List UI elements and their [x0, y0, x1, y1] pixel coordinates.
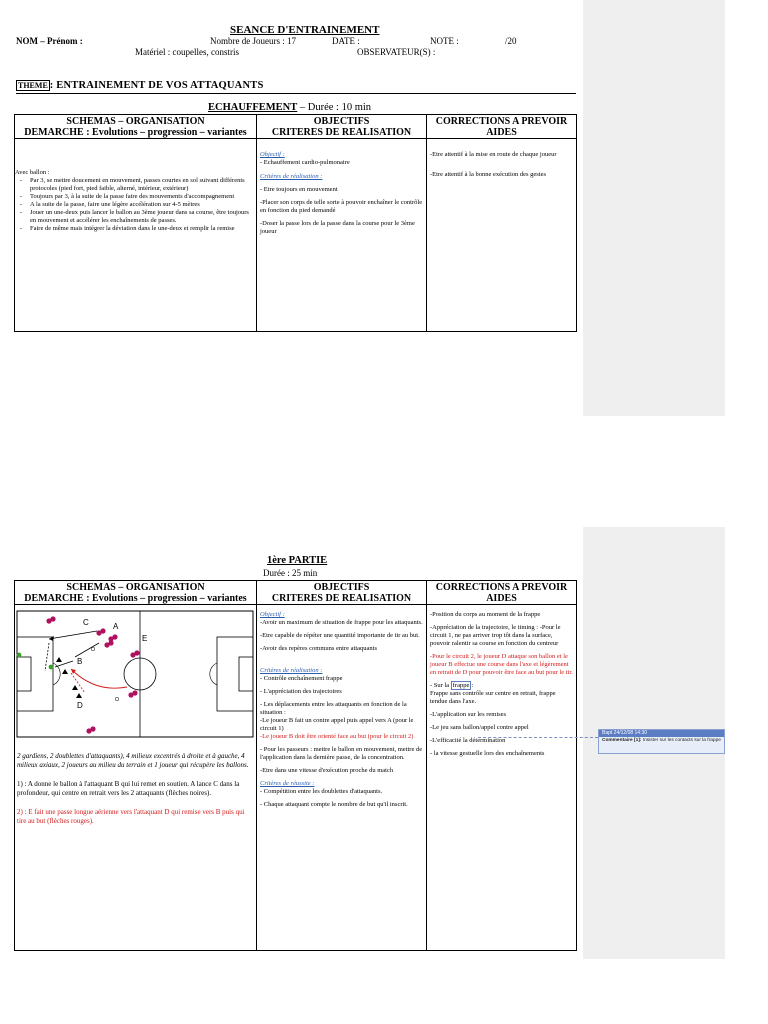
player-marker — [108, 640, 113, 645]
critere-circuit-1: -Le joueur B fait un contre appel puis appel vers A (pour le circuit 1) — [260, 717, 414, 732]
reussite-label: Critères de réussite : — [260, 780, 315, 787]
critere-item: - Etre toujours en mouvement — [260, 186, 338, 193]
goalkeeper-marker — [17, 653, 22, 658]
demarche-intro: Avec ballon : — [15, 169, 50, 176]
section1-title: ECHAUFFEMENT — [208, 102, 298, 113]
header-text: AIDES — [486, 127, 517, 138]
section2-objectifs-cell — [257, 605, 427, 951]
page-1 — [0, 0, 583, 416]
attacker-marker — [62, 669, 68, 674]
correction-item: -Position du corps au moment de la frappe — [430, 611, 541, 618]
section1-corrections-cell — [427, 139, 577, 332]
list-item: - A la suite de la passe, faire une légère accélération sur 4-5 mètres — [30, 201, 253, 209]
critere-item: -Placer son corps de telle sorte à pouvoir enchaîner le contrôle en fonction du pied demandé — [260, 199, 423, 214]
demarche-list — [18, 177, 253, 233]
attacker-marker — [72, 685, 78, 690]
comment-text: Insister sur les contacts sur la frappe — [642, 738, 721, 743]
critere-circuit-2: -Le joueur B doit être orienté face au but (pour le circuit 2) — [260, 733, 414, 740]
header-text: AIDES — [486, 593, 517, 604]
section2-col2-header — [257, 581, 427, 605]
header-text: SCHEMAS – ORGANISATION — [66, 116, 205, 127]
header-text: CRITERES DE REALISATION — [271, 593, 412, 604]
frappe-word[interactable]: frappe — [452, 682, 470, 689]
header-text: CORRECTIONS A PREVOIR — [435, 116, 568, 127]
demarche-text-2: 1) : A donne le ballon à l'attaquant B qui lui remet en soutien. A lance C dans la profondeur, qui centre en retrait vers les 2 attaquants (flèches noires). — [17, 780, 240, 797]
ball-markers — [91, 647, 119, 701]
note-value: /20 — [505, 36, 517, 46]
diagram-label-c: C — [83, 618, 89, 627]
materiel-label: Matériel : coupelles, constris — [135, 47, 239, 57]
comment-body — [599, 737, 724, 745]
correction-item: -Appréciation de la trajectoire, le timing : -Pour le circuit 1, ne pas arriver trop tôt dans la surface, pouvoir ralentir sa course en fonction du centreur — [430, 624, 561, 647]
goal-area-right — [239, 657, 253, 691]
objectif-item: -Avoir des repères communs entre attaquants — [260, 645, 378, 652]
list-item: - Toujours par 3, à la suite de la passe faire des mouvements d'accompagnement — [30, 193, 253, 201]
diagram-label-a: A — [113, 622, 119, 631]
note-label: NOTE : — [430, 36, 459, 46]
section2-demarche-cell — [15, 605, 257, 951]
critere-item: -Etre dans une vitesse d'exécution proche du match — [260, 767, 394, 774]
section2-duration: Durée : 25 min — [263, 568, 318, 578]
list-item: - Faire de même mais intégrer la déviation dans le une-deux et remplir la remise — [30, 225, 253, 233]
comment-connector — [478, 737, 598, 738]
section2-col3-header — [427, 581, 577, 605]
frappe-prefix: - Sur la — [430, 682, 450, 689]
penalty-area-right — [217, 637, 253, 711]
joueurs-label: Nombre de Joueurs : 17 — [210, 36, 296, 46]
header-text: SCHEMAS – ORGANISATION — [66, 582, 205, 593]
criteres-label: Critères de réalisation : — [260, 173, 323, 180]
theme-text: : ENTRAINEMENT DE VOS ATTAQUANTS — [49, 80, 264, 91]
criteres-label: Critères de réalisation : — [260, 667, 323, 674]
pitch-outline — [17, 611, 253, 737]
player-marker — [90, 726, 95, 731]
penalty-arc-right — [210, 663, 217, 685]
header-text: OBJECTIFS — [313, 582, 370, 593]
player-marker — [50, 616, 55, 621]
goal-area-left — [17, 657, 31, 691]
header-text: DEMARCHE : Evolutions – progression – variantes — [24, 593, 247, 604]
pass-arrow-black — [45, 643, 49, 671]
pass-arrow-black — [49, 631, 97, 639]
penalty-area-left — [17, 637, 53, 711]
header-text: OBJECTIFS — [313, 116, 370, 127]
correction-frappe-line — [430, 682, 573, 690]
section2-corrections-cell — [427, 605, 577, 951]
page-2 — [0, 527, 583, 959]
section1-objectifs-cell — [257, 139, 427, 332]
section1-demarche-cell — [15, 139, 257, 332]
ball-marker — [115, 697, 119, 701]
attacker-marker — [76, 693, 82, 698]
correction-item: -Etre attentif à la bonne exécution des gestes — [430, 171, 547, 178]
frappe-suffix: : — [471, 682, 474, 689]
demarche-text-3: 2) : E fait une passe longue aérienne vers l'attaquant D qui remise vers B puis qui tire au but (flèches rouges). — [17, 808, 245, 825]
comment-balloon[interactable] — [598, 729, 725, 754]
critere-item: -Doser la passe lors de la passe dans la course pour le 3ème joueur — [260, 220, 415, 235]
theme-line — [16, 80, 263, 91]
goalkeeper-markers — [17, 653, 54, 670]
correction-red: -Pour le circuit 2, le joueur D attaque son ballon et le joueur B effectue une course dans l'axe et légèrement en retrait de D pour pouvoir être face au but pour le tir. — [430, 653, 573, 676]
pass-arrow-black — [75, 643, 99, 657]
diagram-label-d: D — [77, 701, 83, 710]
critere-item: - Contrôle enchaînement frappe — [260, 675, 343, 682]
correction-item: Frappe sans contrôle sur centre en retrait, frappe tendue dans l'axe. — [430, 690, 556, 705]
critere-item: - L'appréciation des trajectoires — [260, 688, 342, 695]
theme-tag: THEME — [18, 81, 48, 90]
section1-heading — [208, 102, 371, 113]
header-text: DEMARCHE : Evolutions – progression – variantes — [24, 127, 247, 138]
diagram-label-e: E — [142, 634, 148, 643]
theme-rule — [16, 93, 576, 94]
section1-col1-header — [15, 115, 257, 139]
attacker-marker — [56, 657, 62, 662]
critere-item: - Pour les passeurs : mettre le ballon en mouvement, mettre de l'application dans la dernière passe, de la concentration. — [260, 746, 423, 761]
observateur-label: OBSERVATEUR(S) : — [357, 47, 436, 57]
objectif-text: - Echauffement cardio-pulmonaire — [260, 159, 350, 166]
player-marker — [132, 690, 137, 695]
section1-duration: – Durée : 10 min — [297, 102, 372, 113]
demarche-text-1: 2 gardiens, 2 doublettes d'attaquants), 4 milieux excentrés à droite et à gauche, 4 milieux axiaux, 2 joueurs au milieu du terrain et 1 joueur qui récupère les ballons. — [17, 752, 249, 769]
correction-item: - la vitesse gestuelle lors des enchaînements — [430, 750, 545, 757]
reussite-item: - Chaque attaquant compte le nombre de but qu'il inscrit. — [260, 801, 408, 808]
pitch-diagram — [15, 609, 255, 739]
list-item: - Par 3, se mettre doucement en mouvement, passes courtes en sol suivant différents protocoles (pied fort, pied faible, alterné, intérieur, extérieur) — [30, 177, 253, 193]
ball-marker — [91, 647, 95, 651]
objectif-item: -Etre capable de répéter une quantité importante de tir au but. — [260, 632, 420, 639]
comment-label: Commentaire [1]: — [602, 738, 642, 743]
correction-item: -L'application sur les remises — [430, 711, 507, 718]
diagram-label-b: B — [77, 657, 83, 666]
correction-item: -L'efficacité la détermination — [430, 737, 506, 744]
critere-item: - Les déplacements entre les attaquants en fonction de la situation : — [260, 701, 407, 716]
comment-header: Bapt 24/12/08 14:30 — [599, 730, 724, 737]
section2-col1-header — [15, 581, 257, 605]
reussite-item: - Compétition entre les doublettes d'attaquants. — [260, 788, 383, 795]
objectif-item: -Avoir un maximum de situation de frappe pour les attaquants. — [260, 619, 423, 626]
nom-label: NOM – Prénom : — [16, 36, 83, 46]
player-marker — [100, 628, 105, 633]
correction-item: -Le jeu sans ballon/appel contre appel — [430, 724, 529, 731]
header-text: CRITERES DE REALISATION — [271, 127, 412, 138]
correction-item: -Etre attentif à la mise en route de chaque joueur — [430, 151, 557, 158]
section2-title: 1ère PARTIE — [267, 555, 328, 566]
player-marker — [112, 634, 117, 639]
date-label: DATE : — [332, 36, 360, 46]
section1-col3-header — [427, 115, 577, 139]
goalkeeper-marker — [49, 665, 54, 670]
objectif-label: Objectif : — [260, 151, 285, 158]
objectif-label: Objectif : — [260, 611, 285, 618]
section1-table — [14, 114, 577, 332]
header-text: CORRECTIONS A PREVOIR — [435, 582, 568, 593]
section1-col2-header — [257, 115, 427, 139]
player-marker — [134, 650, 139, 655]
list-item: - Jouer un une-deux puis lancer le ballon au 3ème joueur dans sa course, être toujours en mouvement et accélérer les enchaînements de passes. — [30, 209, 253, 225]
session-title: SEANCE D'ENTRAINEMENT — [230, 24, 380, 36]
side-panel-top — [583, 0, 725, 416]
section2-table — [14, 580, 577, 951]
